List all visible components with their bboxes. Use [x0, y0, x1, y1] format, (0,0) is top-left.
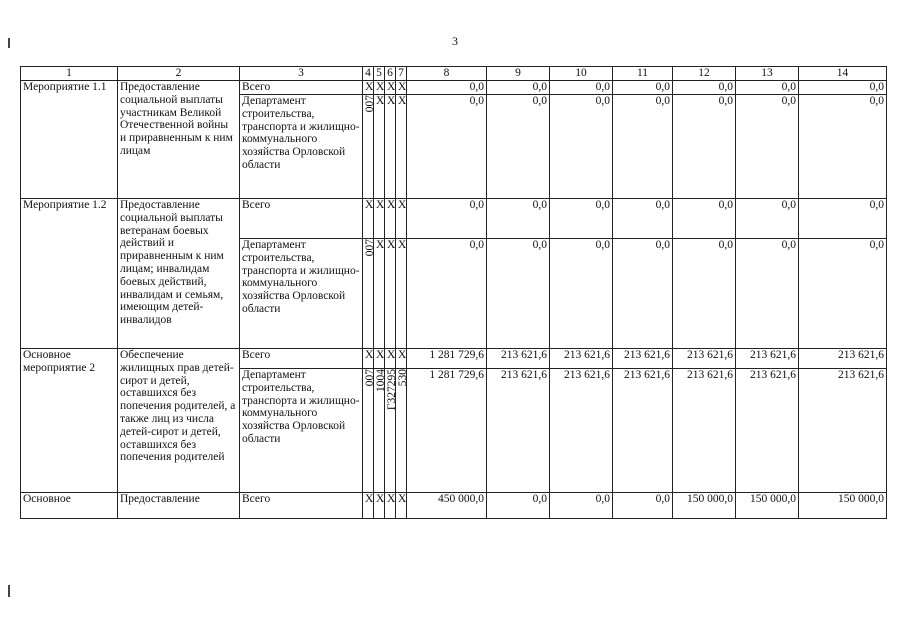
header-cell: 11 — [613, 67, 673, 81]
amount-cell: 0,0 — [487, 95, 550, 199]
amount-cell: 0,0 — [613, 493, 673, 519]
header-cell: 3 — [240, 67, 363, 81]
code-cell: Х — [396, 95, 407, 199]
code-cell: Х — [396, 199, 407, 239]
code-cell: Х — [385, 239, 396, 349]
funding-source: Всего — [240, 81, 363, 95]
amount-cell: 0,0 — [799, 199, 887, 239]
amount-cell: 0,0 — [613, 81, 673, 95]
amount-cell: 0,0 — [799, 239, 887, 349]
margin-mark-bottom — [8, 585, 10, 597]
table-row — [21, 493, 887, 519]
funding-source: Департамент строительства, транспорта и жилищно-коммунального хозяйства Орловской области — [240, 369, 363, 493]
code-cell — [385, 369, 396, 493]
amount-cell: 1 281 729,6 — [407, 349, 487, 369]
funding-source: Всего — [240, 349, 363, 369]
amount-cell: 213 621,6 — [736, 369, 799, 493]
amount-cell: 0,0 — [487, 493, 550, 519]
code-cell — [374, 369, 385, 493]
code-cell: Х — [374, 95, 385, 199]
amount-cell: 213 621,6 — [550, 349, 613, 369]
code-cell: Х — [396, 493, 407, 519]
header-cell: 2 — [118, 67, 240, 81]
code-cell: Х — [363, 81, 374, 95]
code-text: Г327295 — [386, 369, 398, 411]
funding-source: Департамент строительства, транспорта и жилищно-коммунального хозяйства Орловской области — [240, 95, 363, 199]
code-cell: Х — [374, 199, 385, 239]
measure-title: Мероприятие 1.2 — [21, 199, 118, 349]
amount-cell: 213 621,6 — [799, 369, 887, 493]
code-cell: Х — [374, 239, 385, 349]
table-row — [21, 349, 887, 369]
amount-cell: 0,0 — [550, 493, 613, 519]
code-cell: Х — [374, 493, 385, 519]
code-text: 007 — [364, 95, 376, 113]
code-cell: Х — [385, 81, 396, 95]
header-cell: 12 — [673, 67, 736, 81]
amount-cell: 213 621,6 — [613, 349, 673, 369]
amount-cell: 0,0 — [550, 95, 613, 199]
amount-cell: 0,0 — [799, 95, 887, 199]
amount-cell: 0,0 — [673, 81, 736, 95]
amount-cell: 0,0 — [407, 81, 487, 95]
amount-cell: 0,0 — [487, 239, 550, 349]
code-cell — [363, 95, 374, 199]
measure-title: Основное — [21, 493, 118, 519]
code-cell: Х — [363, 493, 374, 519]
amount-cell: 0,0 — [613, 95, 673, 199]
amount-cell: 0,0 — [736, 199, 799, 239]
header-cell: 8 — [407, 67, 487, 81]
amount-cell: 150 000,0 — [799, 493, 887, 519]
code-cell: Х — [374, 349, 385, 369]
amount-cell: 0,0 — [407, 239, 487, 349]
funding-source: Всего — [240, 493, 363, 519]
header-cell: 1 — [21, 67, 118, 81]
code-cell: Х — [396, 349, 407, 369]
amount-cell: 0,0 — [487, 81, 550, 95]
measure-description: Обеспечение жилищных прав детей-сирот и детей, оставшихся без попечения родителей, а также лиц из числа детей-сирот и детей, оставшихся без попечения родителей — [118, 349, 240, 493]
code-cell: Х — [363, 199, 374, 239]
amount-cell: 0,0 — [407, 95, 487, 199]
page-number: 3 — [452, 34, 458, 48]
amount-cell: 213 621,6 — [487, 369, 550, 493]
code-cell: Х — [363, 349, 374, 369]
code-cell: Х — [396, 81, 407, 95]
code-text: 1004 — [375, 369, 387, 392]
funding-source: Всего — [240, 199, 363, 239]
code-cell: Х — [385, 349, 396, 369]
budget-table — [20, 66, 887, 519]
amount-cell: 213 621,6 — [613, 369, 673, 493]
amount-cell: 0,0 — [550, 81, 613, 95]
amount-cell: 0,0 — [613, 239, 673, 349]
amount-cell: 0,0 — [799, 81, 887, 95]
table-row — [21, 199, 887, 239]
amount-cell: 0,0 — [673, 95, 736, 199]
header-cell: 9 — [487, 67, 550, 81]
amount-cell: 450 000,0 — [407, 493, 487, 519]
amount-cell: 150 000,0 — [673, 493, 736, 519]
amount-cell: 213 621,6 — [736, 349, 799, 369]
header-cell: 5 — [374, 67, 385, 81]
code-text: 530 — [397, 369, 409, 387]
measure-description: Предоставление — [118, 493, 240, 519]
amount-cell: 0,0 — [550, 199, 613, 239]
amount-cell: 0,0 — [736, 81, 799, 95]
code-cell — [363, 239, 374, 349]
amount-cell: 0,0 — [487, 199, 550, 239]
funding-source: Департамент строительства, транспорта и жилищно-коммунального хозяйства Орловской области — [240, 239, 363, 349]
header-row — [21, 67, 887, 81]
header-cell: 13 — [736, 67, 799, 81]
amount-cell: 0,0 — [613, 199, 673, 239]
measure-description: Предоставление социальной выплаты участникам Великой Отечественной войны и приравненным к ним лицам — [118, 81, 240, 199]
amount-cell: 213 621,6 — [673, 369, 736, 493]
amount-cell: 1 281 729,6 — [407, 369, 487, 493]
amount-cell: 0,0 — [673, 239, 736, 349]
amount-cell: 0,0 — [407, 199, 487, 239]
code-text: 007 — [364, 369, 376, 387]
header-cell: 6 — [385, 67, 396, 81]
amount-cell: 0,0 — [673, 199, 736, 239]
measure-description: Предоставление социальной выплаты ветеранам боевых действий и приравненным к ним лицам; инвалидам боевых действий, инвалидам и семьям, имеющим детей-инвалидов — [118, 199, 240, 349]
header-cell: 14 — [799, 67, 887, 81]
amount-cell: 213 621,6 — [550, 369, 613, 493]
amount-cell: 0,0 — [550, 239, 613, 349]
header-cell: 10 — [550, 67, 613, 81]
amount-cell: 213 621,6 — [799, 349, 887, 369]
code-cell — [363, 369, 374, 493]
amount-cell: 0,0 — [736, 95, 799, 199]
code-cell: Х — [385, 199, 396, 239]
table-row — [21, 81, 887, 95]
code-cell: Х — [396, 239, 407, 349]
code-text: 007 — [364, 239, 376, 257]
measure-title: Основное мероприятие 2 — [21, 349, 118, 493]
measure-title: Мероприятие 1.1 — [21, 81, 118, 199]
amount-cell: 0,0 — [736, 239, 799, 349]
header-cell: 7 — [396, 67, 407, 81]
amount-cell: 213 621,6 — [487, 349, 550, 369]
header-cell: 4 — [363, 67, 374, 81]
code-cell: Х — [385, 95, 396, 199]
amount-cell: 213 621,6 — [673, 349, 736, 369]
code-cell: Х — [385, 493, 396, 519]
code-cell: Х — [374, 81, 385, 95]
amount-cell: 150 000,0 — [736, 493, 799, 519]
margin-mark-top — [8, 38, 10, 48]
